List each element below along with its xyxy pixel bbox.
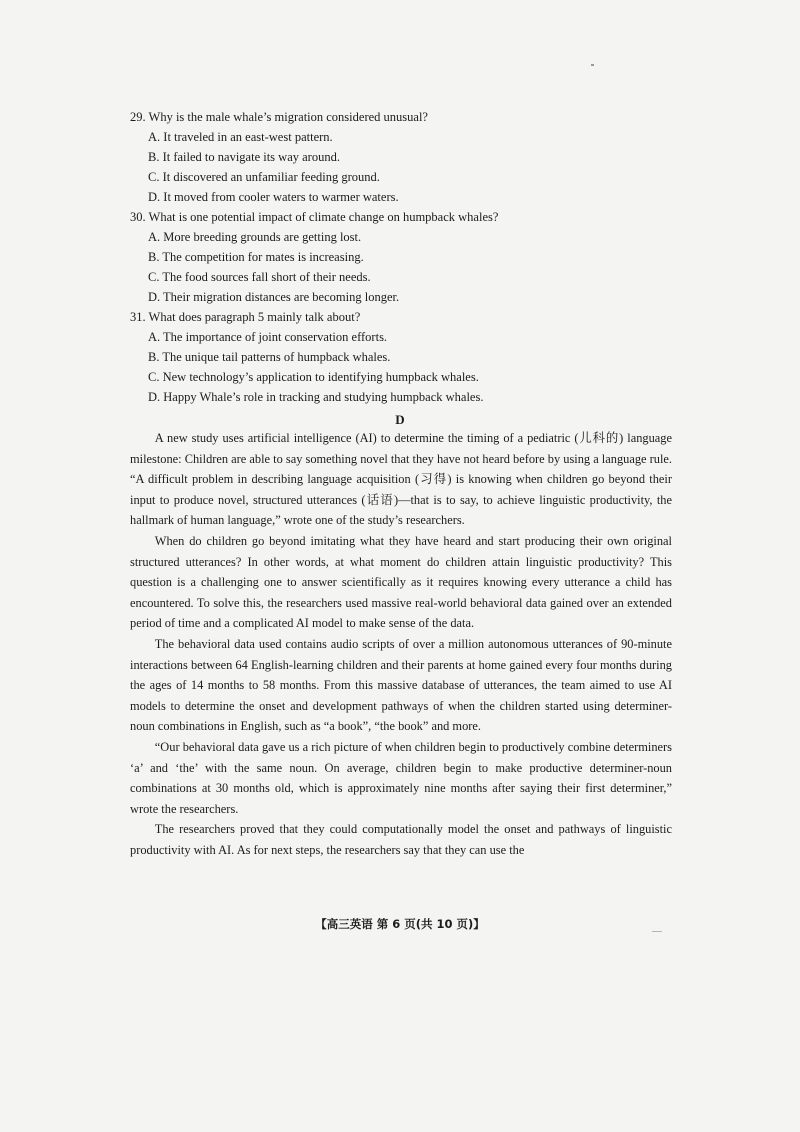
option-c: C. The food sources fall short of their needs. [148, 270, 371, 284]
option-a: A. More breeding grounds are getting lost. [148, 230, 362, 244]
option-a: A. It traveled in an east-west pattern. [148, 130, 333, 144]
question-stem: 31. What does paragraph 5 mainly talk about? [130, 310, 361, 324]
passage-paragraph-2: When do children go beyond imitating what they have heard and start producing their own original structured utterances? In other words, at what moment do children attain linguistic productivity? This question is a challenging one to answer scientifically as it requires knowing every utterance a child has encountered. To solve this, the researchers used massive real-world behavioral data gained over an extended period of time and a complicated AI model to make sense of the data. [130, 533, 672, 631]
option-d: D. Their migration distances are becoming longer. [148, 290, 400, 304]
scan-speck [591, 64, 594, 66]
passage-paragraph-5: The researchers proved that they could computationally model the onset and pathways of linguistic productivity with AI. As for next steps, the researchers say that they can use the [130, 822, 672, 857]
passage-paragraph-1: A new study uses artificial intelligence (AI) to determine the timing of a pediatric (儿科的) language milestone: Children are able to say something novel that they have not heard before by using a language rule. “A difficult problem in describing language acquisition (习得) is knowing when children go beyond their input to produce novel, structured utterances (话语)—that is to say, to achieve linguistic productivity, the hallmark of human language,” wrote one of the study’s researchers. [130, 431, 672, 528]
reading-passage [130, 428, 672, 860]
option-c: C. New technology’s application to identifying humpback whales. [148, 370, 479, 384]
scan-speck [652, 931, 662, 932]
option-c: C. It discovered an unfamiliar feeding ground. [148, 170, 380, 184]
passage-paragraph-4: “Our behavioral data gave us a rich picture of when children begin to productively combine determiners ‘a’ and ‘the’ with the same noun. On average, children begin to make productive determiner-noun combinations at 30 months old, which is approximately nine months after saying their first determiner,” wrote the researchers. [130, 739, 672, 816]
question-stem: 30. What is one potential impact of climate change on humpback whales? [130, 210, 499, 224]
section-heading: D [395, 412, 405, 427]
option-d: D. It moved from cooler waters to warmer waters. [148, 190, 399, 204]
option-b: B. It failed to navigate its way around. [148, 150, 340, 164]
passage-paragraph-3: The behavioral data used contains audio scripts of over a million autonomous utterances of 90-minute interactions between 64 English-learning children and their parents at home gained every four months during the ages of 14 months to 58 months. From this massive database of utterances, the team aimed to use AI models to determine the onset and development pathways of when the children started using determiner-noun combinations in English, such as “a book”, “the book” and more. [130, 636, 672, 734]
question-29 [130, 107, 690, 207]
option-d: D. Happy Whale’s role in tracking and studying humpback whales. [148, 390, 484, 404]
option-b: B. The competition for mates is increasing. [148, 250, 364, 264]
question-31 [130, 307, 690, 407]
question-30 [130, 207, 690, 307]
question-list [130, 107, 690, 407]
page-footer: 【高三英语 第 6 页(共 10 页)】 [315, 917, 485, 931]
question-stem: 29. Why is the male whale’s migration considered unusual? [130, 110, 428, 124]
option-a: A. The importance of joint conservation efforts. [148, 330, 388, 344]
option-b: B. The unique tail patterns of humpback whales. [148, 350, 391, 364]
